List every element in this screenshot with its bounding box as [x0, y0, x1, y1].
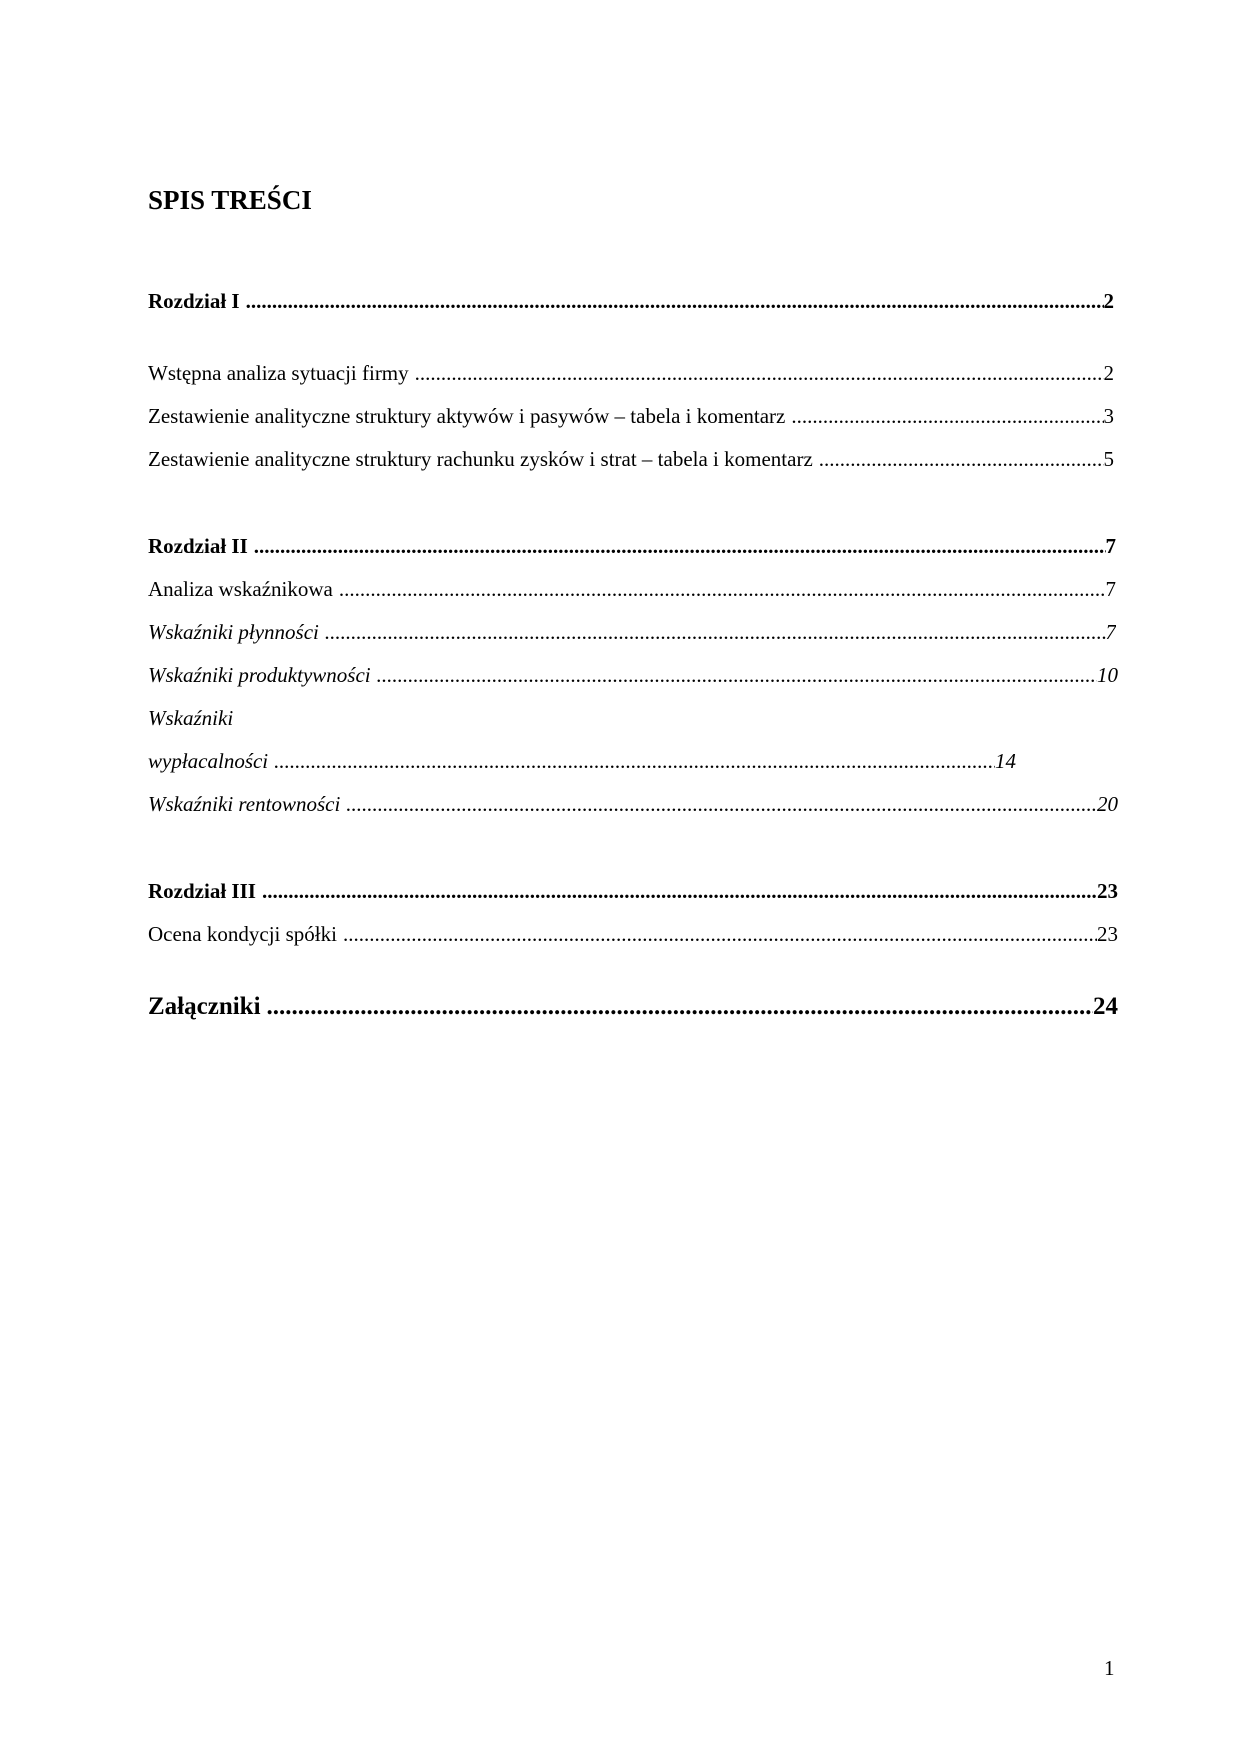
toc-entry-chapter-1[interactable]: [148, 286, 1114, 316]
toc-entry-page: 3: [1103, 404, 1114, 428]
page-number: 1: [1104, 1656, 1115, 1680]
toc-entry-label: Wstępna analiza sytuacji firmy: [148, 361, 409, 385]
toc-entry-productivity-ratios[interactable]: [148, 660, 1118, 690]
toc-entry-page: 2: [1103, 361, 1114, 385]
toc-entry-label: Wskaźniki rentowności: [148, 792, 341, 816]
toc-entry-label: Wskaźniki płynności: [148, 620, 319, 644]
toc-entry-page: 7: [1105, 620, 1116, 644]
toc-entry-page: 20: [1097, 792, 1118, 816]
toc-entry-label: Rozdział III: [148, 879, 256, 903]
toc-leader-dots: [339, 574, 1106, 604]
toc-leader-dots: [346, 789, 1097, 819]
toc-entry-assets-liabilities[interactable]: [148, 401, 1114, 431]
toc-entry-label: Wskaźniki produktywności: [148, 663, 371, 687]
toc-entry-initial-analysis[interactable]: [148, 358, 1114, 388]
toc-entry-page: 7: [1105, 534, 1116, 558]
toc-entry-label: wypłacalności: [148, 749, 269, 773]
toc-entry-chapter-2[interactable]: [148, 531, 1116, 561]
toc-entry-label: Zestawienie analityczne struktury rachunku zysków i strat – tabela i komentarz: [148, 447, 813, 471]
page-title: SPIS TREŚCI: [148, 185, 312, 215]
toc-entry-page: 23: [1097, 922, 1118, 946]
toc-entry-page: 23: [1097, 879, 1118, 903]
toc-leader-dots: [325, 617, 1106, 647]
toc-entry-page: 5: [1103, 447, 1114, 471]
toc-leader-dots: [415, 358, 1104, 388]
toc-leader-dots: [343, 919, 1097, 949]
toc-entry-page: 24: [1093, 993, 1118, 1020]
toc-entry-appendices[interactable]: [148, 990, 1118, 1024]
toc-entry-page: 14: [995, 749, 1016, 773]
toc-entry-chapter-3[interactable]: [148, 876, 1118, 906]
toc-entry-label: Rozdział II: [148, 534, 248, 558]
toc-entry-ratio-analysis[interactable]: [148, 574, 1116, 604]
toc-leader-dots: [262, 876, 1097, 906]
toc-entry-solvency-ratios[interactable]: [148, 746, 1016, 776]
toc-entry-company-condition[interactable]: [148, 919, 1118, 949]
toc-entry-solvency-label-line1[interactable]: Wskaźniki: [148, 706, 234, 730]
toc-entry-profitability-ratios[interactable]: [148, 789, 1118, 819]
toc-leader-dots: [377, 660, 1097, 690]
toc-entry-label: Analiza wskaźnikowa: [148, 577, 333, 601]
toc-entry-page: 10: [1097, 663, 1118, 687]
toc-entry-liquidity-ratios[interactable]: [148, 617, 1116, 647]
toc-leader-dots: [254, 531, 1106, 561]
toc-entry-page: 7: [1105, 577, 1116, 601]
toc-leader-dots: [246, 286, 1104, 316]
toc-entry-profit-loss[interactable]: [148, 444, 1114, 474]
toc-entry-label: Rozdział I: [148, 289, 240, 313]
toc-entry-label: Ocena kondycji spółki: [148, 922, 337, 946]
toc-leader-dots: [274, 746, 995, 776]
toc-entry-page: 2: [1103, 289, 1114, 313]
toc-leader-dots: [267, 990, 1093, 1024]
toc-entry-label: Zestawienie analityczne struktury aktywów i pasywów – tabela i komentarz: [148, 404, 786, 428]
toc-leader-dots: [791, 401, 1103, 431]
toc-leader-dots: [819, 444, 1104, 474]
toc-entry-label: Załączniki: [148, 993, 261, 1020]
